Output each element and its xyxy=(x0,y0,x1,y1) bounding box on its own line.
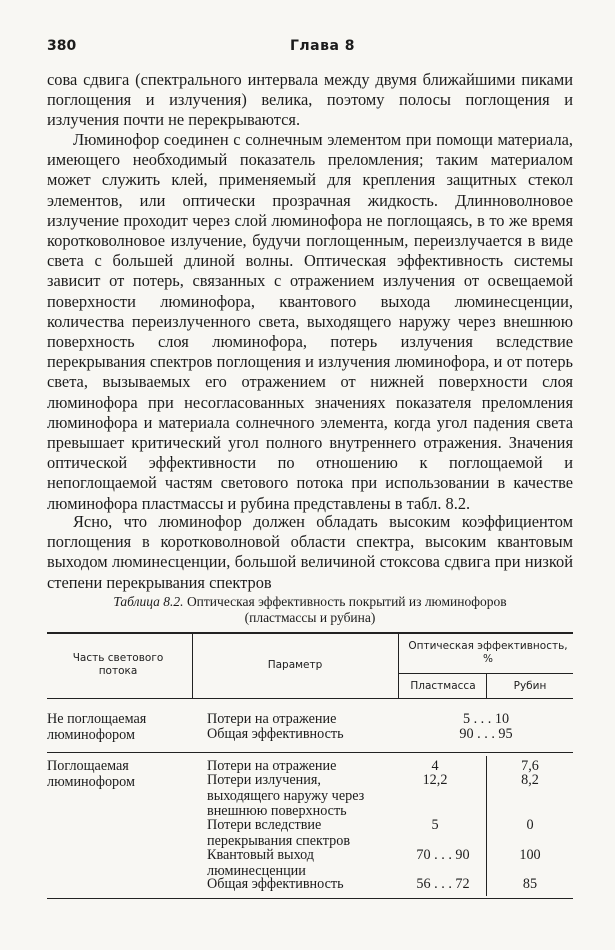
header-efficiency: Оптическая эффективность, % xyxy=(408,640,568,665)
paragraph-3: Ясно, что люминофор должен обладать высоким коэффициентом поглощения в коротковолновой области спектра, высоким квантовым выходом люминесценции, большой величиной стоксова сдвига при низкой степени перекрывания спектров xyxy=(47,512,573,592)
table-caption-text: Оптическая эффективность покрытий из люминофоров xyxy=(186,594,507,609)
table-col-divider-3 xyxy=(486,673,487,698)
table-caption-text2: (пластмассы и рубина) xyxy=(244,610,376,625)
group1-part: Не поглощаемая люминофором xyxy=(47,711,147,743)
header-part: Часть светового потока xyxy=(72,652,164,677)
table-header-rule xyxy=(47,698,573,699)
group2-row1-param: Потери на отражение xyxy=(207,758,337,774)
chapter-title: Глава 8 xyxy=(290,38,356,54)
group2-row3-ruby: 0 xyxy=(526,817,534,833)
group2-row2-plastic: 12,2 xyxy=(422,772,448,788)
table-caption-label: Таблица 8.2. xyxy=(113,594,184,609)
group2-row4-ruby: 100 xyxy=(519,847,541,863)
page-number: 380 xyxy=(47,38,77,54)
group2-row5-ruby: 85 xyxy=(522,876,538,892)
group2-row5-plastic: 56 . . . 72 xyxy=(416,876,470,892)
group1-row2-value: 90 . . . 95 xyxy=(459,726,513,742)
group2-row4-param: Квантовый выход люминесценции xyxy=(207,847,315,879)
table-col-divider-2 xyxy=(398,633,399,698)
group1-row2-param: Общая эффективность xyxy=(207,726,344,742)
table-col-divider-4 xyxy=(486,756,487,896)
group1-row1-value: 5 . . . 10 xyxy=(462,711,510,727)
header-parameter: Параметр xyxy=(267,659,323,671)
group2-part: Поглощаемая люминофором xyxy=(47,758,135,790)
paragraph-2: Люминофор соединен с солнечным элементом при помощи материала, имеющего необходимый показатель преломления; таким материалом может служить клей, применяемый для крепления защитных стекол элементов, или оптически прозрачная жидкость. Длинноволновое излучение проходит через слой люминофора не поглощаясь, в то же время коротковолновое излучение, будучи поглощенным, переизлучается в виде света с большей длиной волны. Оптическая эффективность системы зависит от потерь, связанных с отражением излучения от освещаемой поверхности люминофора, квантового выхода люминесценции, количества переизлученного света, выходящего наружу через внешнюю поверхность слоя люминофора, потерь излучения вследствие перекрывания спектров поглощения и излучения люминофора, и от потерь света, вызываемых его отражением от нижней поверхности слоя люминофора при несогласованных значениях показателя преломления люминофора и материала солнечного элемента, когда угол падения света превышает критический угол полного внутреннего отражения. Значения оптической эффективности по отношению к поглощаемой и непоглощаемой частям светового потока при использовании в качестве люминофора пластмассы и рубина представлены в табл. 8.2. xyxy=(47,130,573,513)
group2-row4-plastic: 70 . . . 90 xyxy=(416,847,470,863)
group2-row1-ruby: 7,6 xyxy=(521,758,539,774)
group1-row1-param: Потери на отражение xyxy=(207,711,337,727)
group2-row3-plastic: 5 xyxy=(431,817,439,833)
group2-row3-param: Потери вследствие перекрывания спектров xyxy=(207,817,351,849)
table-col-divider-1 xyxy=(192,633,193,698)
paragraph-1: сова сдвига (спектрального интервала между двумя ближайшими пиками поглощения и излучения) велика, поэтому полосы поглощения и излучения почти не перекрываются. xyxy=(47,70,573,130)
table-group-rule xyxy=(47,752,573,753)
header-ruby: Рубин xyxy=(513,680,547,692)
table-top-rule xyxy=(47,632,573,634)
table-bottom-rule xyxy=(47,898,573,899)
table-caption xyxy=(47,594,573,626)
group2-row5-param: Общая эффективность xyxy=(207,876,344,892)
group2-row2-ruby: 8,2 xyxy=(521,772,539,788)
header-plastic: Пластмасса xyxy=(410,680,476,692)
group2-row1-plastic: 4 xyxy=(431,758,439,774)
group2-row2-param: Потери излучения, выходящего наружу через внешнюю поверхность xyxy=(207,772,365,819)
